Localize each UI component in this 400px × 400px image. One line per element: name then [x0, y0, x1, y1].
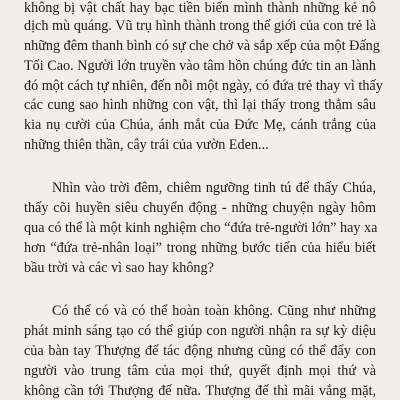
- text-line: Có thể có và có thể hoàn toàn không. Cũng như những: [52, 303, 376, 319]
- text-line: Tối Cao. Người lớn truyền vào tâm hồn chúng đức tin an lành: [24, 58, 376, 74]
- text-line: qua có thể là một kinh nghiệm cho “đứa trẻ-người lớn” hay xa: [24, 220, 378, 236]
- text-line: Nhìn vào trời đêm, chiêm ngưỡng tinh tú để thấy Chúa,: [52, 180, 376, 196]
- text-line: những thiên thần, cây trái của vườn Eden...: [24, 137, 269, 153]
- text-line: đó một cách tự nhiên, đến nỗi một ngày, có đứa trẻ thay vì thấy: [24, 78, 383, 94]
- text-line: phát minh sáng tạo có thể giúp con người nhận ra sự kỳ diệu: [24, 323, 376, 339]
- text-line: người vào trung tâm của mọi thứ, quyết định mọi thứ và: [24, 363, 376, 379]
- text-line: các cung sao hình những con vật, thì lại thấy trong thẳm sâu: [24, 97, 376, 113]
- text-line: của bàn tay Thượng đế tác động nhưng cũng có thể đẩy con: [24, 343, 376, 359]
- text-line: bầu trời và các vì sao hay không?: [24, 260, 214, 276]
- text-line: dịch mù quáng. Vũ trụ hình thành trong thế giới của con trẻ là: [24, 18, 376, 34]
- text-line: kia nụ cười của Chúa, ánh mắt của Đức Mẹ, cánh trắng của: [24, 117, 376, 133]
- text-line: hơn “đứa trẻ-nhân loại” trong những bước tiến của hiểu biết: [24, 240, 376, 256]
- text-line: không cần tới Thượng đế nữa. Thượng đế thì mãi vắng mặt,: [24, 383, 376, 399]
- text-line: thấy cõi huyền siêu chuyển động - những chuyện ngày hôm: [24, 200, 376, 216]
- text-line: những đêm thanh bình có sự che chở và sắp xếp của một Đấng: [24, 38, 380, 54]
- text-line: không bị vật chất hay bạc tiền biến mình thành những kẻ nô: [24, 0, 376, 16]
